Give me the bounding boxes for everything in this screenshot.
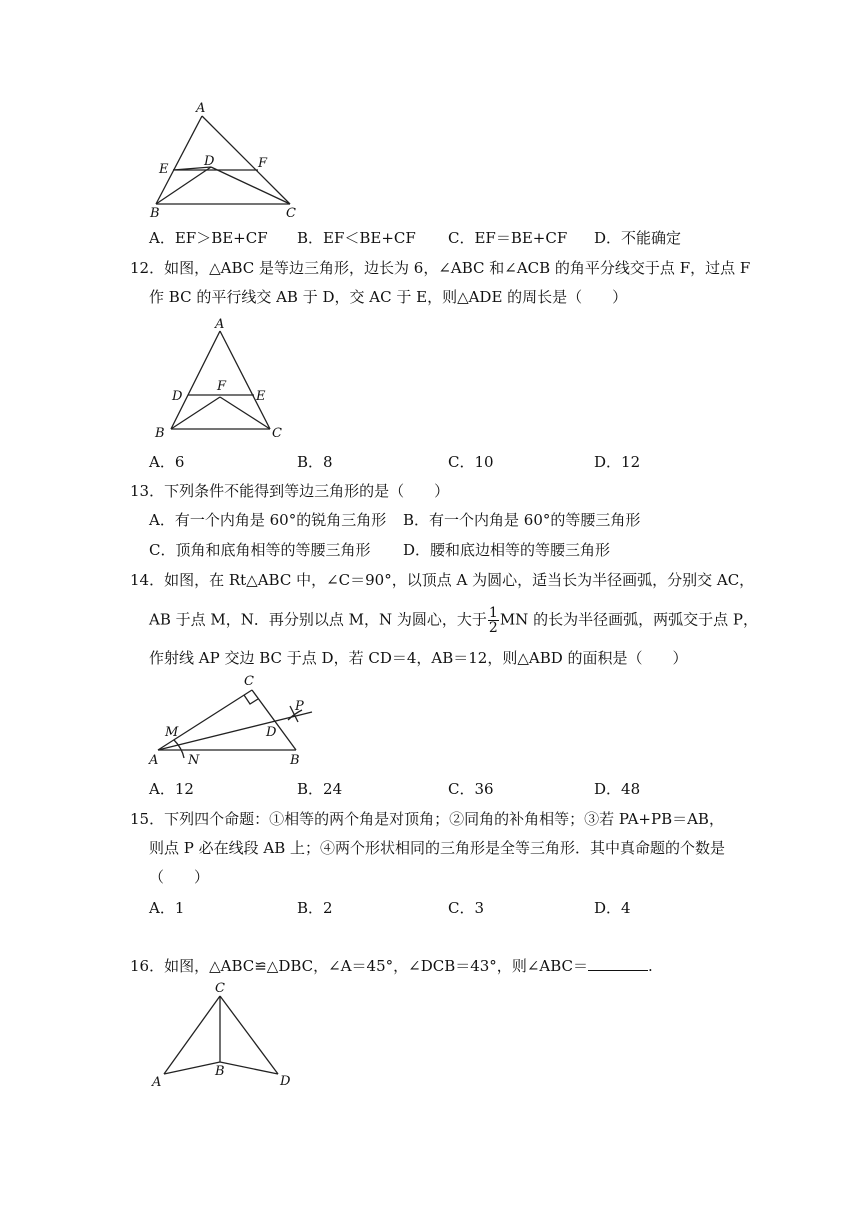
q13-option-d: D．腰和底边相等的等腰三角形 <box>403 541 611 559</box>
point-label: B <box>215 1064 225 1079</box>
q12-option-c: C．10 <box>448 453 494 471</box>
q13-option-a: A．有一个内角是 60°的锐角三角形 <box>149 511 387 529</box>
point-label: F <box>258 156 268 171</box>
figure-q11 <box>140 98 310 222</box>
q14-option-c: C．36 <box>448 780 494 798</box>
q15-option-b: B．2 <box>297 899 333 917</box>
point-label: D <box>204 154 215 169</box>
point-label: C <box>244 674 254 689</box>
q16-stem-period: . <box>648 957 653 975</box>
q11-option-c: C．EF＝BE+CF <box>448 229 568 247</box>
q14-stem-line3: 作射线 AP 交边 BC 于点 D，若 CD＝4，AB＝12，则△ABD 的面积是（ ） <box>149 649 688 667</box>
point-label: E <box>256 389 266 404</box>
q12-stem-line1: 12．如图，△ABC 是等边三角形，边长为 6，∠ABC 和∠ACB 的角平分线交于点 F，过点 F <box>130 259 751 277</box>
point-label: A <box>215 317 225 332</box>
point-label: B <box>290 753 300 768</box>
fraction-numerator: 1 <box>488 605 498 621</box>
q15-stem-line2: 则点 P 必在线段 AB 上；④两个形状相同的三角形是全等三角形．其中真命题的个数是 <box>149 839 726 857</box>
q14-line2-part2: MN 的长为半径画弧，两弧交于点 P， <box>499 610 758 629</box>
point-label: D <box>172 389 183 404</box>
point-label: B <box>150 206 160 221</box>
q13-stem: 13．下列条件不能得到等边三角形的是（ ） <box>130 482 450 500</box>
q15-option-c: C．3 <box>448 899 485 917</box>
answer-blank[interactable] <box>588 956 648 971</box>
point-label: A <box>196 101 206 116</box>
point-label: P <box>295 699 304 714</box>
q16-stem-text: 16．如图，△ABC≌△DBC，∠A＝45°，∠DCB＝43°，则∠ABC＝ <box>130 957 588 975</box>
point-label: N <box>188 753 200 768</box>
q12-option-d: D．12 <box>594 453 641 471</box>
q13-option-b: B．有一个内角是 60°的等腰三角形 <box>403 511 641 529</box>
point-label: A <box>152 1075 162 1090</box>
point-label: A <box>149 753 159 768</box>
q15-option-d: D．4 <box>594 899 631 917</box>
point-label: B <box>155 426 165 441</box>
q15-stem-line1: 15．下列四个命题：①相等的两个角是对顶角；②同角的补角相等；③若 PA+PB＝AB， <box>130 810 724 828</box>
q12-option-a: A．6 <box>149 453 185 471</box>
point-label: D <box>266 725 277 740</box>
point-label: C <box>272 426 282 441</box>
point-label: M <box>165 725 179 740</box>
q11-option-b: B．EF＜BE+CF <box>297 229 416 247</box>
q12-option-b: B．8 <box>297 453 333 471</box>
q15-option-a: A．1 <box>149 899 185 917</box>
q14-line2-part1: AB 于点 M，N．再分别以点 M，N 为圆心，大于 <box>149 610 487 629</box>
q14-option-b: B．24 <box>297 780 343 798</box>
q13-option-c: C．顶角和底角相等的等腰三角形 <box>149 541 371 559</box>
point-label: F <box>217 379 227 394</box>
q11-option-d: D．不能确定 <box>594 229 682 247</box>
q14-option-d: D．48 <box>594 780 641 798</box>
q14-option-a: A．12 <box>149 780 194 798</box>
point-label: C <box>215 981 225 996</box>
point-label: C <box>286 206 296 221</box>
q16-stem <box>130 956 653 976</box>
q14-stem-line2 <box>149 606 758 635</box>
q14-stem-line1: 14．如图，在 Rt△ABC 中，∠C＝90°，以顶点 A 为圆心，适当长为半径画弧，分别交 AC， <box>130 571 755 589</box>
q11-option-a: A．EF＞BE+CF <box>149 229 268 247</box>
point-label: E <box>159 162 169 177</box>
figure-q14 <box>144 670 324 770</box>
fraction-denominator: 2 <box>488 620 498 636</box>
figure-q16 <box>146 978 301 1090</box>
q12-stem-line2: 作 BC 的平行线交 AB 于 D，交 AC 于 E，则△ADE 的周长是（ ） <box>149 288 628 306</box>
q15-stem-line3: （ ） <box>149 868 210 886</box>
point-label: D <box>280 1074 291 1089</box>
fraction-one-half <box>488 606 499 635</box>
figure-q12 <box>146 315 296 445</box>
